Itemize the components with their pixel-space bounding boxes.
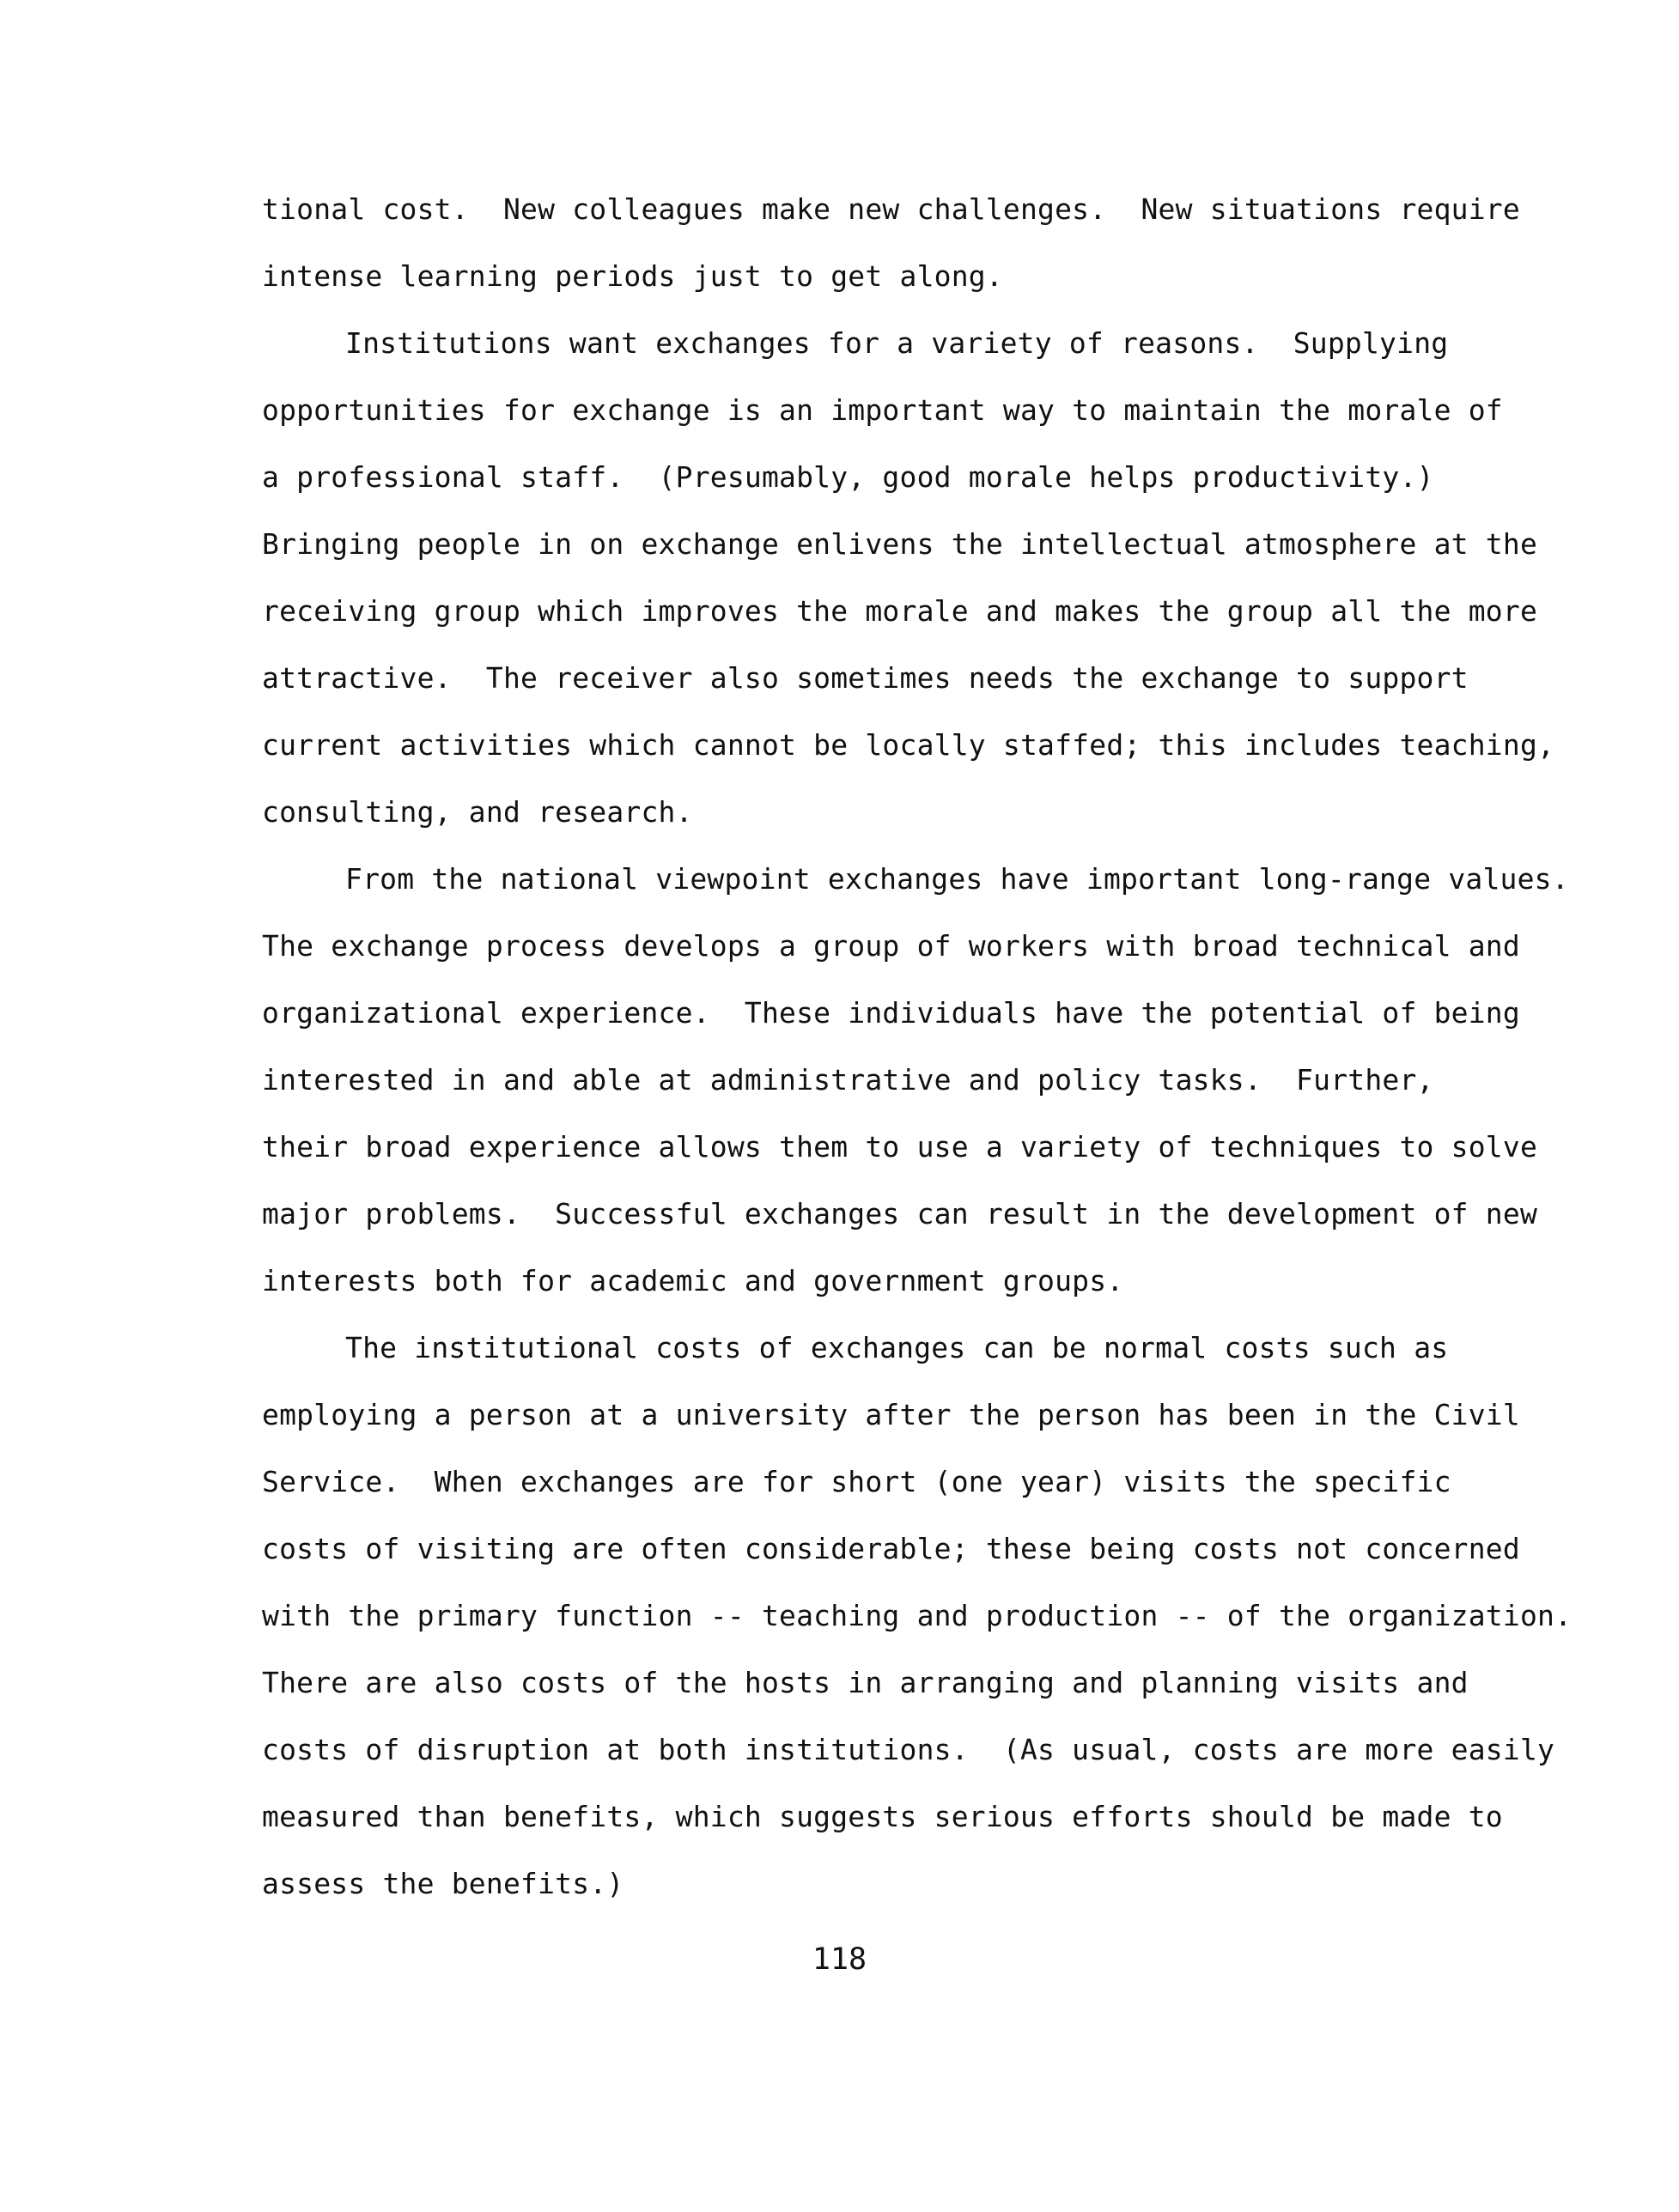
text-line: opportunities for exchange is an important way to maintain the morale of xyxy=(262,393,1503,427)
body-text xyxy=(262,176,1573,1917)
text-line: The exchange process develops a group of workers with broad technical and xyxy=(262,929,1520,963)
text-line: consulting, and research. xyxy=(262,795,693,829)
text-line: interests both for academic and government groups. xyxy=(262,1264,1124,1297)
paragraph-first-line: The institutional costs of exchanges can be normal costs such as xyxy=(345,1331,1449,1364)
text-line: intense learning periods just to get along. xyxy=(262,259,1003,293)
text-line: receiving group which improves the morale and makes the group all the more xyxy=(262,594,1538,628)
page-number: 118 xyxy=(812,1942,867,1977)
text-line: interested in and able at administrative and policy tasks. Further, xyxy=(262,1063,1434,1097)
text-line: Service. When exchanges are for short (one year) visits the specific xyxy=(262,1465,1451,1498)
paragraph-first-line: Institutions want exchanges for a variety of reasons. Supplying xyxy=(345,326,1449,360)
text-line: employing a person at a university after the person has been in the Civil xyxy=(262,1398,1520,1431)
text-line: There are also costs of the hosts in arranging and planning visits and xyxy=(262,1666,1469,1699)
text-line: attractive. The receiver also sometimes needs the exchange to support xyxy=(262,661,1469,695)
paragraph-first-line: From the national viewpoint exchanges have important long-range values. xyxy=(345,862,1569,896)
text-line: with the primary function -- teaching and production -- of the organization. xyxy=(262,1599,1573,1632)
text-line: measured than benefits, which suggests serious efforts should be made to xyxy=(262,1800,1503,1833)
text-line: their broad experience allows them to use a variety of techniques to solve xyxy=(262,1130,1538,1164)
text-line: costs of visiting are often considerable; these being costs not concerned xyxy=(262,1532,1520,1565)
text-line: current activities which cannot be locally staffed; this includes teaching, xyxy=(262,728,1555,762)
text-line: Bringing people in on exchange enlivens the intellectual atmosphere at the xyxy=(262,527,1538,561)
text-line: major problems. Successful exchanges can result in the development of new xyxy=(262,1197,1538,1231)
text-line: assess the benefits.) xyxy=(262,1867,624,1900)
text-line: costs of disruption at both institutions. (As usual, costs are more easily xyxy=(262,1733,1555,1766)
text-line: a professional staff. (Presumably, good morale helps productivity.) xyxy=(262,460,1434,494)
text-line: tional cost. New colleagues make new challenges. New situations require xyxy=(262,192,1520,226)
text-line: organizational experience. These individuals have the potential of being xyxy=(262,996,1520,1030)
